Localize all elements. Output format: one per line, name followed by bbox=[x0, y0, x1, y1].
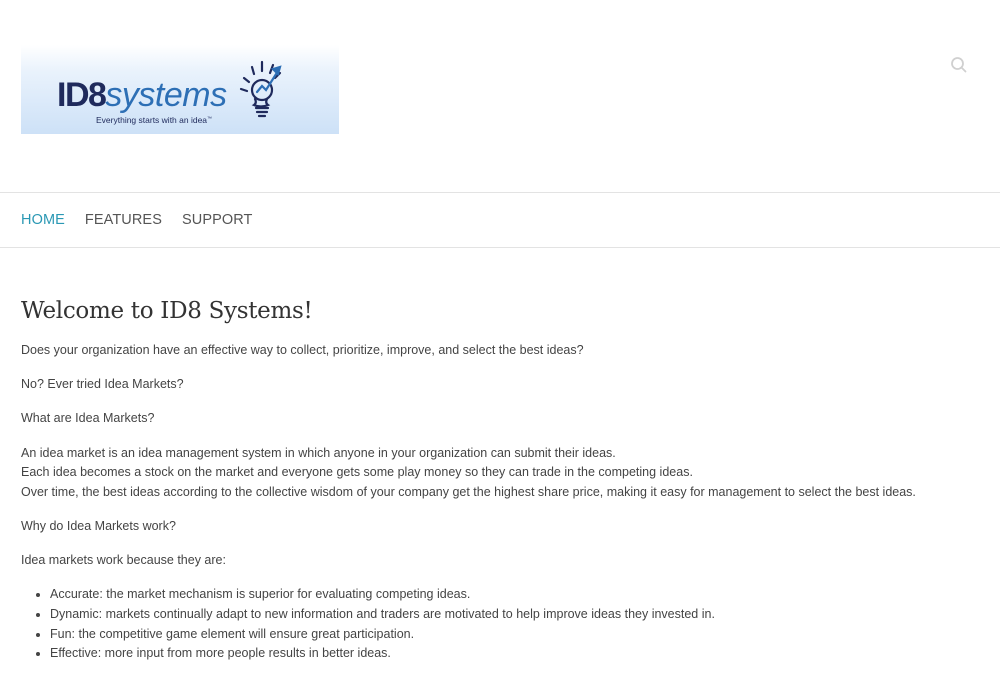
search-icon bbox=[948, 54, 970, 76]
intro-question: Does your organization have an effective way to collect, prioritize, improve, and select the best ideas? bbox=[21, 343, 584, 357]
explanation-line: Over time, the best ideas according to the collective wisdom of your company get the highest share price, making it easy for management to select the best ideas. bbox=[21, 484, 916, 499]
explanation-line: Each idea becomes a stock on the market and everyone gets some play money so they can trade in the competing ideas. bbox=[21, 465, 693, 480]
site-logo[interactable] bbox=[21, 45, 339, 134]
logo-brand-suffix: systems bbox=[105, 76, 227, 114]
nav-item-support[interactable]: SUPPORT bbox=[181, 212, 253, 228]
benefit-item: • Fun: the competitive game element will ensure great participation. bbox=[50, 625, 961, 645]
lightbulb-icon bbox=[241, 62, 280, 116]
benefit-item: • Effective: more input from more people results in better ideas. bbox=[50, 644, 961, 664]
benefit-item: • Accurate: the market mechanism is superior for evaluating competing ideas. bbox=[50, 585, 961, 605]
logo-brand-prefix: ID8 bbox=[57, 76, 106, 114]
what-question: What are Idea Markets? bbox=[21, 411, 155, 426]
benefits-list bbox=[21, 585, 961, 663]
page-title: Welcome to ID8 Systems! bbox=[21, 298, 313, 324]
main-navigation bbox=[0, 193, 1000, 248]
logo-tagline: Everything starts with an idea bbox=[96, 115, 208, 125]
no-question: No? Ever tried Idea Markets? bbox=[21, 377, 184, 392]
explanation-line: An idea market is an idea management system in which anyone in your organization can submit their ideas. bbox=[21, 445, 616, 460]
logo-graphic bbox=[21, 45, 339, 134]
svg-text:ID8systems bbox=[57, 76, 227, 114]
search-button[interactable] bbox=[948, 54, 970, 76]
why-question: Why do Idea Markets work? bbox=[21, 518, 176, 533]
explanation-paragraph bbox=[21, 444, 961, 503]
nav-item-features[interactable]: FEATURES bbox=[84, 212, 162, 228]
logo-trademark: ™ bbox=[207, 116, 213, 122]
benefit-item: • Dynamic: markets continually adapt to new information and traders are motivated to help improve ideas they invested in. bbox=[50, 605, 961, 625]
nav-item-home[interactable]: HOME bbox=[21, 212, 65, 228]
svg-text:Everything starts with an idea bbox=[96, 115, 212, 125]
because-text: Idea markets work because they are: bbox=[21, 553, 226, 568]
site-header bbox=[0, 0, 1000, 193]
main-content bbox=[0, 248, 961, 664]
